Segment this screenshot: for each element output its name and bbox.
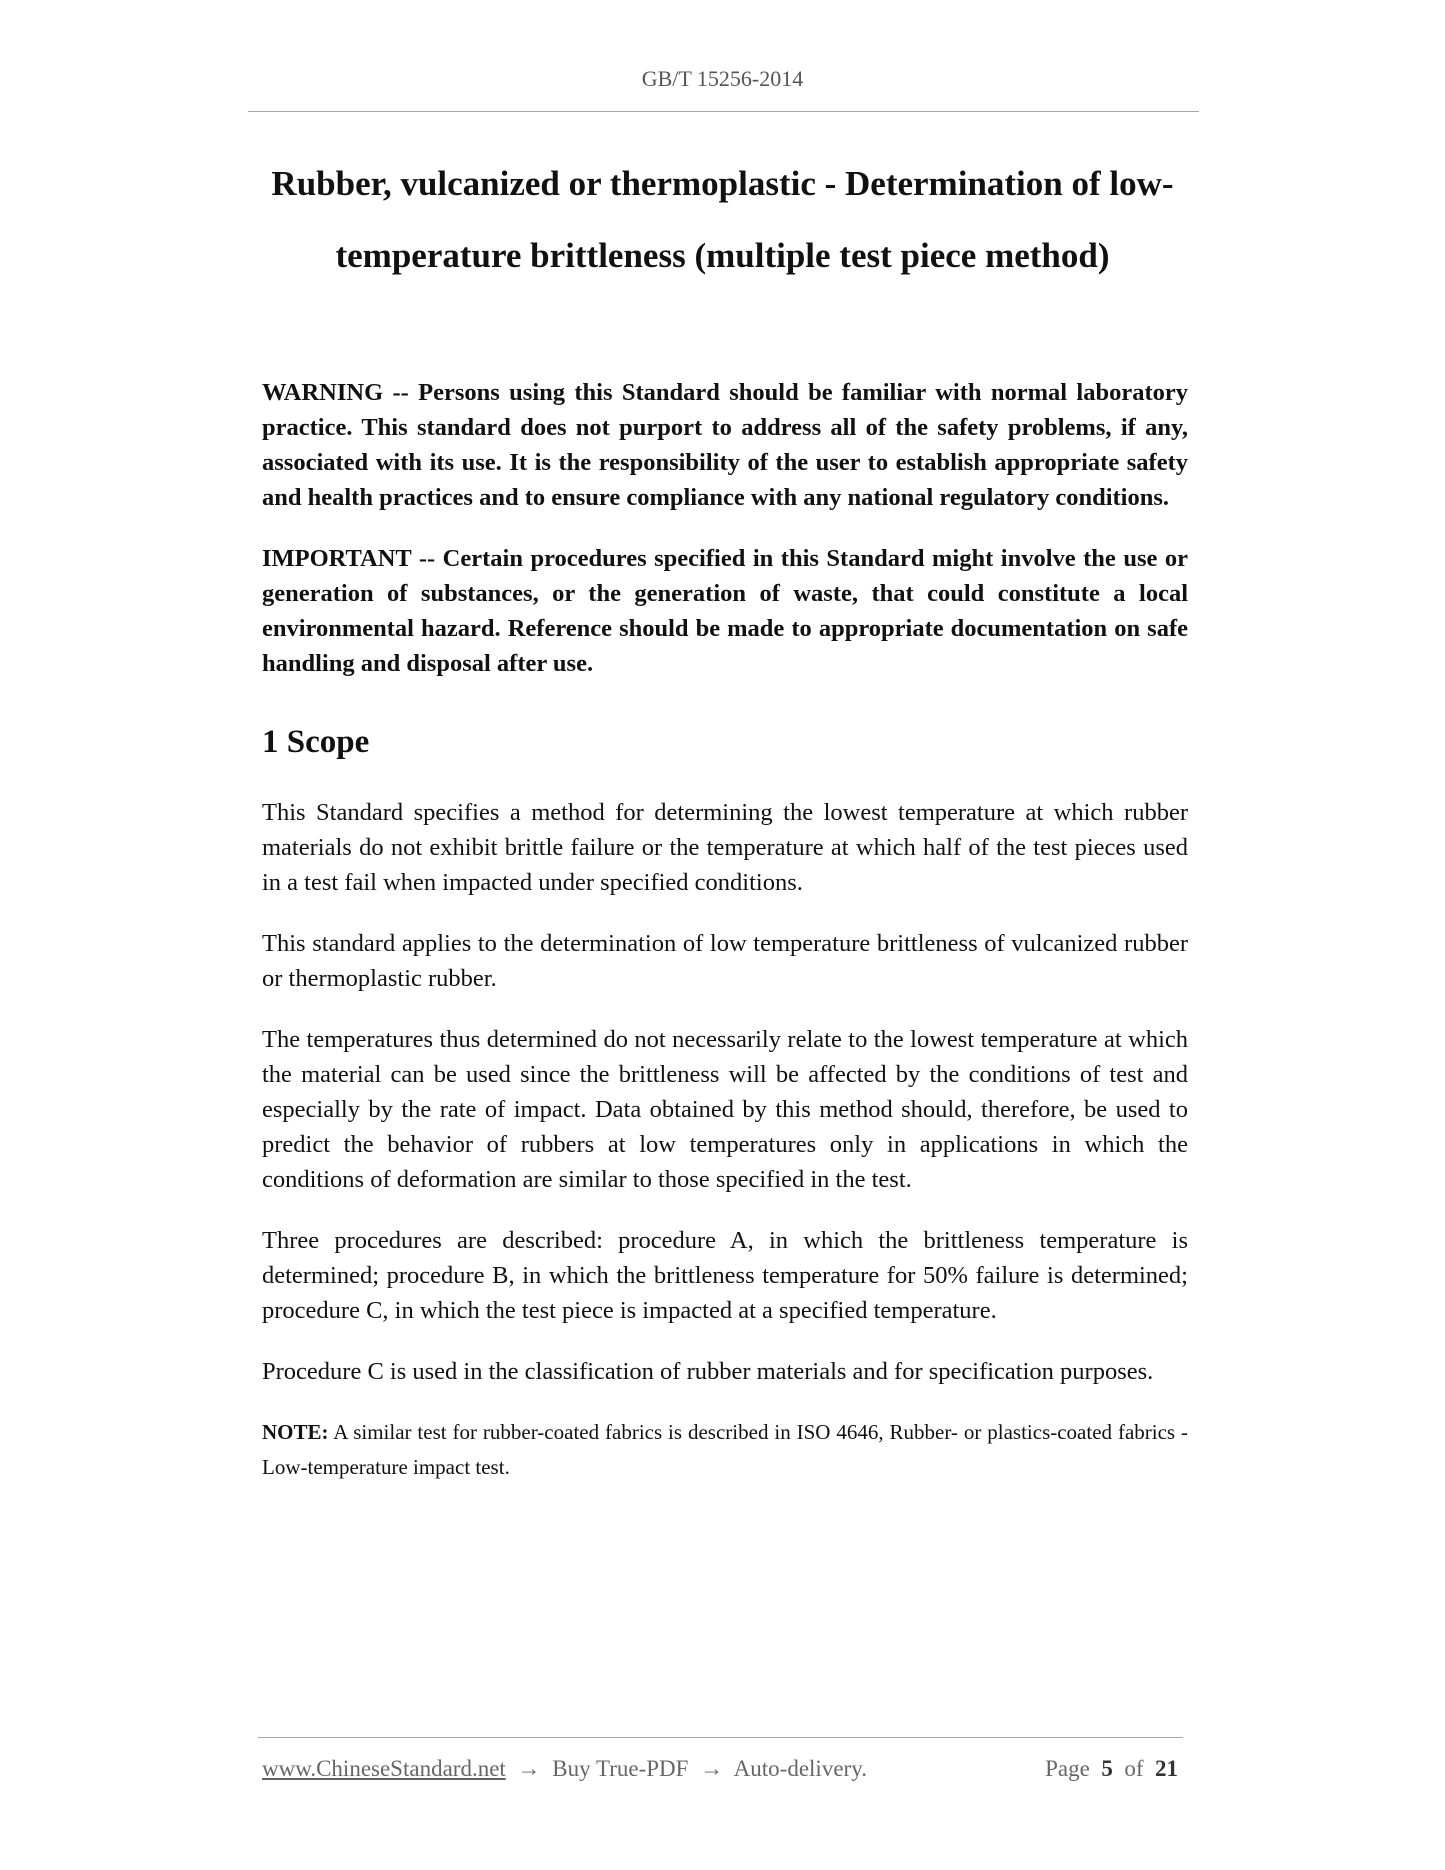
- footer-promo: [262, 1756, 867, 1782]
- document-body: [262, 375, 1188, 1485]
- important-paragraph: IMPORTANT -- Certain procedures specified in this Standard might involve the use or generation of substances, or the generation of waste, that could constitute a local environmental hazard. Reference should be made to appropriate documentation on safe handling and disposal after use.: [262, 545, 1188, 677]
- website-link[interactable]: www.ChineseStandard.net: [262, 1756, 506, 1781]
- page-total: 21: [1155, 1756, 1178, 1781]
- title-line-1: Rubber, vulcanized or thermoplastic - Determination of low-: [271, 164, 1174, 203]
- standard-code-header: GB/T 15256-2014: [641, 66, 804, 91]
- note-text: A similar test for rubber-coated fabrics is described in ISO 4646, Rubber- or plastics-coated fabrics - Low-temperature impact test.: [262, 1420, 1188, 1479]
- arrow-right-icon: →: [700, 1756, 724, 1781]
- page-label: Page: [1045, 1756, 1090, 1781]
- header-divider: [248, 111, 1199, 112]
- scope-paragraph-1: This Standard specifies a method for determining the lowest temperature at which rubber materials do not exhibit brittle failure or the temperature at which half of the test pieces used in a test fail when impacted under specified conditions.: [262, 799, 1188, 896]
- scope-paragraph-2: This standard applies to the determination of low temperature brittleness of vulcanized rubber or thermoplastic rubber.: [262, 930, 1188, 992]
- scope-paragraph-3: The temperatures thus determined do not necessarily relate to the lowest temperature at which the material can be used since the brittleness will be affected by the conditions of test and especially by the rate of impact. Data obtained by this method should, therefore, be used to predict the behavior of rubbers at low temperatures only in applications in which the conditions of deformation are similar to those specified in the test.: [262, 1026, 1188, 1193]
- scope-paragraph-4: Three procedures are described: procedure A, in which the brittleness temperature is determined; procedure B, in which the brittleness temperature for 50% failure is determined; procedure C, in which the test piece is impacted at a specified temperature.: [262, 1227, 1188, 1324]
- buy-pdf-text: Buy True-PDF: [552, 1756, 689, 1781]
- auto-delivery-text: Auto-delivery.: [733, 1756, 867, 1781]
- warning-paragraph: WARNING -- Persons using this Standard should be familiar with normal laboratory practice. This standard does not purport to address all of the safety problems, if any, associated with its use. It is the responsibility of the user to establish appropriate safety and health practices and to ensure compliance with any national regulatory conditions.: [262, 379, 1188, 511]
- title-line-2: temperature brittleness (multiple test piece method): [335, 236, 1110, 275]
- page-number: [1045, 1756, 1178, 1782]
- arrow-right-icon: →: [517, 1756, 541, 1781]
- section-heading-scope: 1 Scope: [262, 724, 370, 760]
- scope-paragraph-5: Procedure C is used in the classification of rubber materials and for specification purposes.: [262, 1358, 1154, 1385]
- scope-note: [262, 1415, 1188, 1485]
- document-title: [240, 148, 1205, 292]
- note-label: NOTE:: [262, 1420, 329, 1444]
- footer-divider: [258, 1737, 1183, 1738]
- page-footer: [262, 1756, 1178, 1782]
- page-current: 5: [1101, 1756, 1113, 1781]
- page-of: of: [1124, 1756, 1144, 1781]
